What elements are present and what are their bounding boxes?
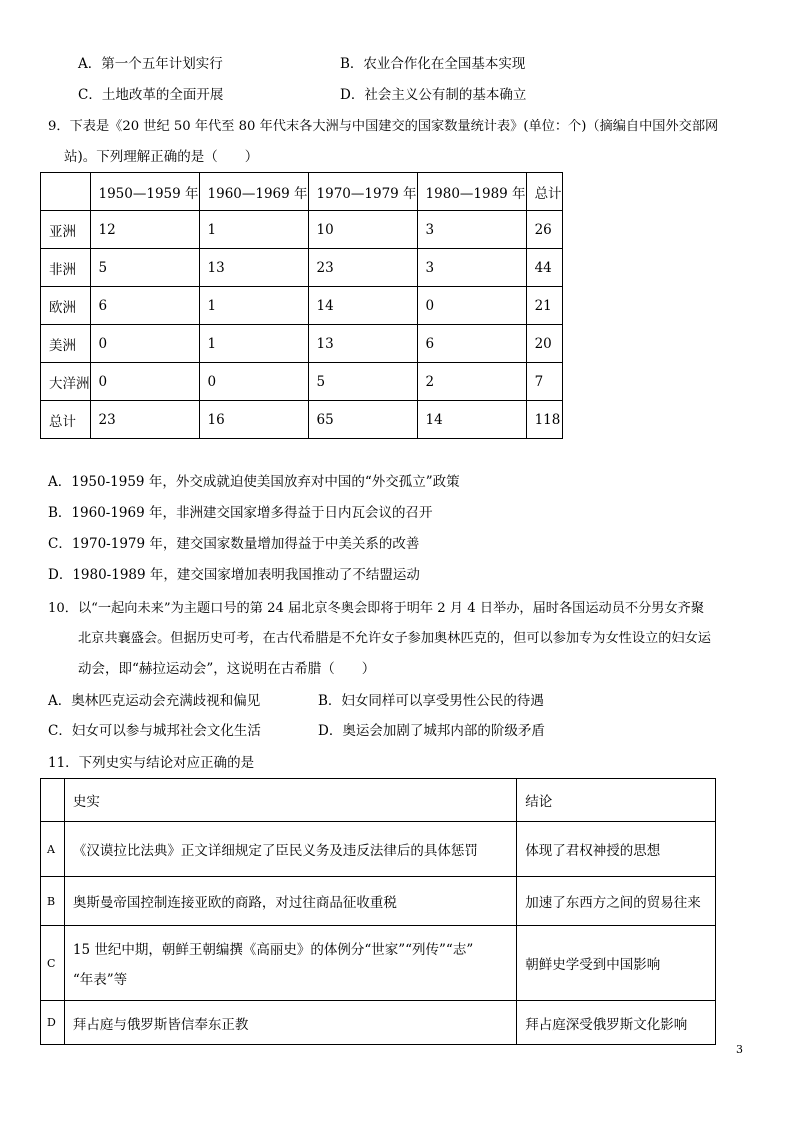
q11-fact-cell — [64, 822, 516, 877]
q11-fact-cell — [64, 877, 516, 926]
q9-cell: 3 — [417, 211, 526, 249]
q9-cell: 12 — [90, 211, 199, 249]
q11-conclusion-cell: 加速了东西方之间的贸易往来 — [517, 877, 716, 926]
q10-stem-line3: 动会，即“赫拉运动会”，这说明在古希腊（ ） — [78, 661, 376, 677]
q9-cell: 1 — [199, 287, 308, 325]
q9-option-d: D．1980-1989 年，建交国家增加表明我国推动了不结盟运动 — [48, 567, 420, 583]
q9-cell: 16 — [199, 401, 308, 439]
q9-stem-line1: 9．下表是《20 世纪 50 年代至 80 年代末各大洲与中国建交的国家数量统计表》(单位：个)（摘编自中国外交部网 — [48, 119, 719, 134]
q9-row-label: 亚洲 — [41, 211, 91, 249]
q9-cell: 21 — [526, 287, 562, 325]
q9-header-cell: 1970—1979 年 — [308, 173, 417, 211]
q11-header-cell: 结论 — [517, 779, 716, 822]
q11-stem: 11．下列史实与结论对应正确的是 — [48, 755, 255, 771]
q9-cell: 6 — [417, 325, 526, 363]
q9-cell: 13 — [308, 325, 417, 363]
q11-row-key: A — [41, 822, 65, 877]
q9-option-a: A．1950-1959 年，外交成就迫使美国放弃对中国的“外交孤立”政策 — [48, 474, 460, 490]
q11-fact-text: 《汉谟拉比法典》正文详细规定了臣民义务及违反法律后的具体惩罚 — [72, 843, 478, 859]
q8-option-a: A．第一个五年计划实行 — [78, 56, 223, 72]
table-row — [41, 249, 563, 287]
q8-option-b: B．农业合作化在全国基本实现 — [340, 56, 526, 72]
q11-row-key: C — [41, 926, 65, 1001]
q8-option-d: D．社会主义公有制的基本确立 — [340, 87, 527, 103]
q11-conclusion-cell: 拜占庭深受俄罗斯文化影响 — [517, 1001, 716, 1045]
q9-cell: 5 — [308, 363, 417, 401]
q9-header-cell: 1960—1969 年 — [199, 173, 308, 211]
q11-row-key: B — [41, 877, 65, 926]
q9-cell: 1 — [199, 211, 308, 249]
q11-header-cell: 史实 — [64, 779, 516, 822]
q9-row-label: 美洲 — [41, 325, 91, 363]
q9-option-b: B．1960-1969 年，非洲建交国家增多得益于日内瓦会议的召开 — [48, 505, 433, 521]
table-row — [41, 877, 716, 926]
q9-cell: 1 — [199, 325, 308, 363]
table-row — [41, 1001, 716, 1045]
q8-option-c: C．土地改革的全面开展 — [78, 87, 224, 103]
q10-stem-line2: 北京共襄盛会。但据历史可考，在古代希腊是不允许女子参加奥林匹克的，但可以参加专为女性设立的妇女运 — [78, 631, 711, 646]
q9-cell: 44 — [526, 249, 562, 287]
q9-cell: 13 — [199, 249, 308, 287]
q10-option-a: A．奥林匹克运动会充满歧视和偏见 — [48, 693, 261, 709]
q9-cell: 2 — [417, 363, 526, 401]
q9-cell: 7 — [526, 363, 562, 401]
table-row — [41, 363, 563, 401]
q9-cell: 26 — [526, 211, 562, 249]
q11-fact-cell — [64, 926, 516, 1001]
q9-cell: 65 — [308, 401, 417, 439]
q9-row-label: 总计 — [41, 401, 91, 439]
q9-header-cell — [41, 173, 91, 211]
q9-cell: 23 — [90, 401, 199, 439]
q9-cell: 0 — [417, 287, 526, 325]
q9-row-label: 欧洲 — [41, 287, 91, 325]
q9-cell: 23 — [308, 249, 417, 287]
q11-header-cell — [41, 779, 65, 822]
q9-row-label: 大洋洲 — [41, 363, 91, 401]
q9-cell: 14 — [417, 401, 526, 439]
q10-option-d: D．奥运会加剧了城邦内部的阶级矛盾 — [318, 723, 545, 739]
q10-option-b: B．妇女同样可以享受男性公民的待遇 — [318, 693, 544, 709]
table-row — [41, 211, 563, 249]
q9-cell: 6 — [90, 287, 199, 325]
q11-header-row — [41, 779, 716, 822]
q11-table — [40, 778, 716, 1045]
q9-cell: 118 — [526, 401, 562, 439]
q9-cell: 14 — [308, 287, 417, 325]
q9-cell: 0 — [90, 325, 199, 363]
q11-conclusion-cell: 朝鲜史学受到中国影响 — [517, 926, 716, 1001]
q9-header-cell: 1980—1989 年 — [417, 173, 526, 211]
q9-cell: 10 — [308, 211, 417, 249]
table-row — [41, 822, 716, 877]
q9-table — [40, 172, 563, 439]
q9-stem-line2: 站)。下列理解正确的是（ ） — [64, 149, 259, 165]
q10-option-c: C．妇女可以参与城邦社会文化生活 — [48, 723, 261, 739]
q9-row-label: 非洲 — [41, 249, 91, 287]
q9-cell: 3 — [417, 249, 526, 287]
q9-option-c: C．1970-1979 年，建交国家数量增加得益于中美关系的改善 — [48, 536, 420, 552]
q9-header-cell: 1950—1959 年 — [90, 173, 199, 211]
q9-cell: 0 — [90, 363, 199, 401]
q9-header-row — [41, 173, 563, 211]
q11-fact-text-cont: “年表”等 — [72, 972, 128, 988]
q11-fact-text: 15 世纪中期，朝鲜王朝编撰《高丽史》的体例分“世家”“列传”“志” — [72, 942, 474, 958]
table-row — [41, 401, 563, 439]
table-row — [41, 325, 563, 363]
table-row — [41, 926, 716, 1001]
q11-fact-text: 奥斯曼帝国控制连接亚欧的商路，对过往商品征收重税 — [72, 895, 397, 911]
q9-cell: 0 — [199, 363, 308, 401]
q9-cell: 5 — [90, 249, 199, 287]
table-row — [41, 287, 563, 325]
q11-fact-cell — [64, 1001, 516, 1045]
q11-row-key: D — [41, 1001, 65, 1045]
q9-cell: 20 — [526, 325, 562, 363]
q11-conclusion-cell: 体现了君权神授的思想 — [517, 822, 716, 877]
page-number: 3 — [736, 1043, 743, 1056]
q9-header-cell: 总计 — [526, 173, 562, 211]
q10-stem-line1: 10．以“一起向未来”为主题口号的第 24 届北京冬奥会即将于明年 2 月 4 日举办，届时各国运动员不分男女齐聚 — [48, 601, 705, 616]
q11-fact-text: 拜占庭与俄罗斯皆信奉东正教 — [72, 1016, 249, 1033]
